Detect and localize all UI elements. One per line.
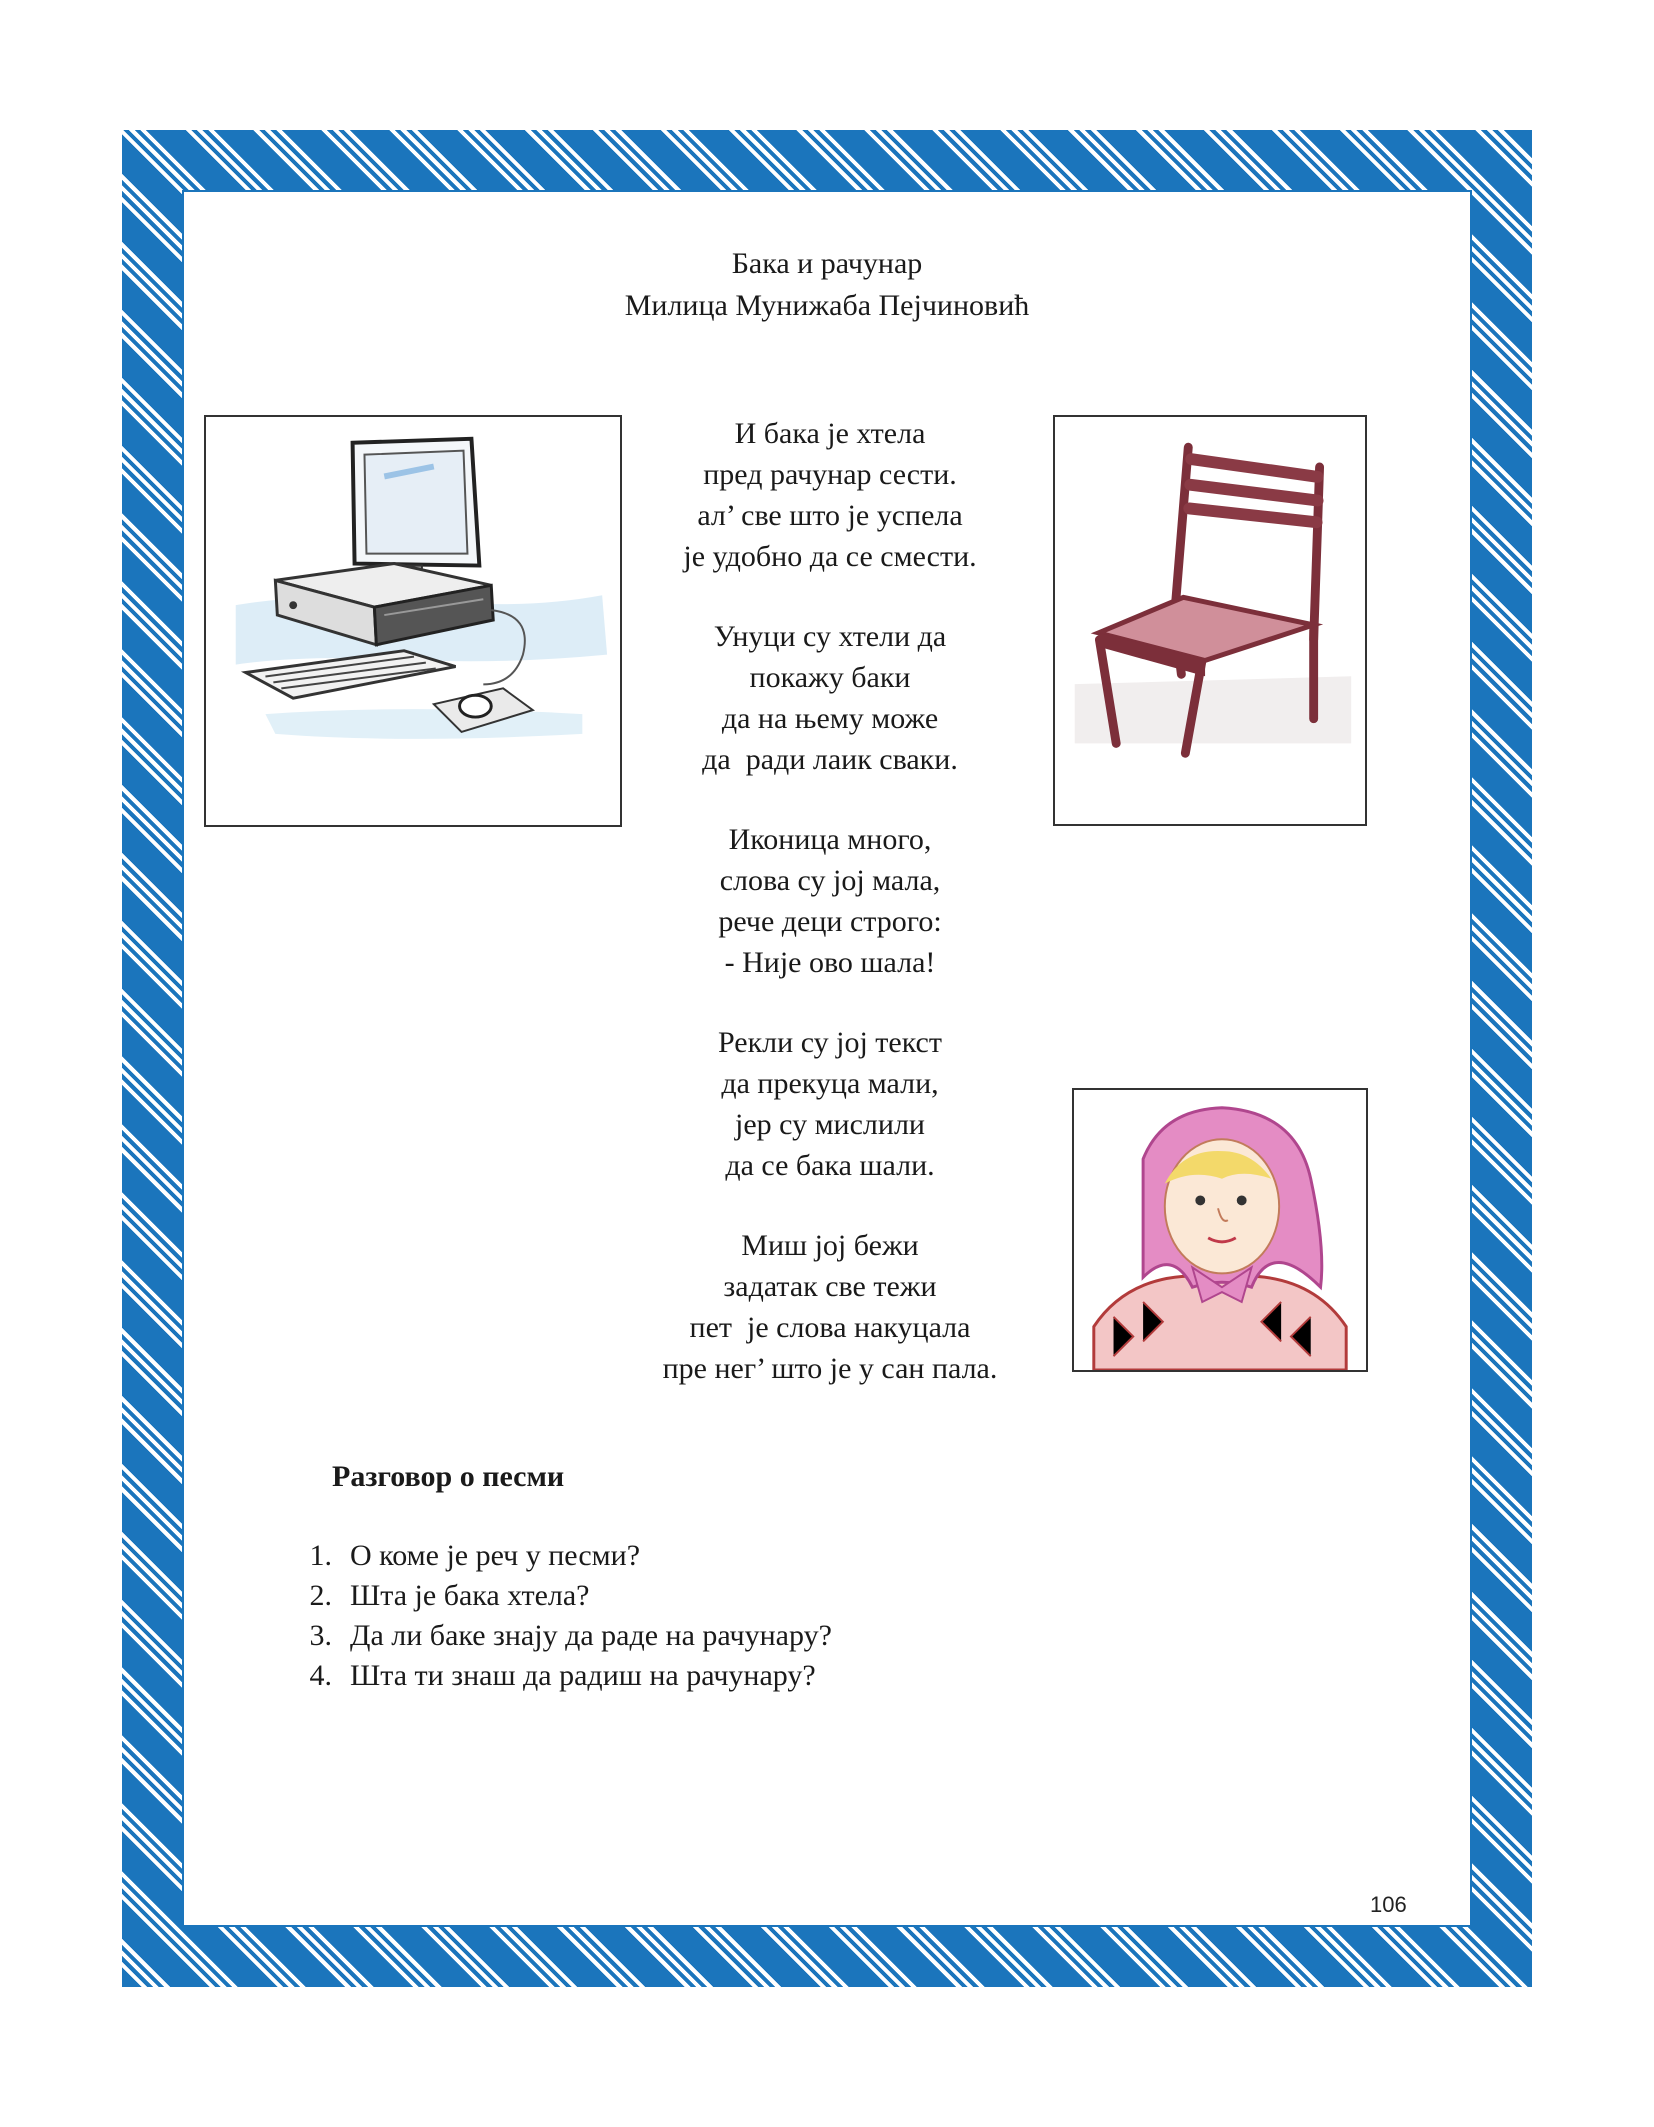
poem-line: ал’ све што је успела <box>697 499 963 532</box>
grandma-illustration <box>1072 1088 1368 1372</box>
poem-line: слова су јој мала, <box>719 864 941 897</box>
stanza <box>560 616 1100 780</box>
question-number: 4. <box>309 1659 332 1692</box>
question-text: Да ли баке знају да раде на рачунару? <box>350 1619 832 1652</box>
poem-line: да ради лаик сваки. <box>702 743 958 776</box>
poem-line: Миш јој бежи <box>741 1229 919 1262</box>
page-number: 106 <box>1370 1892 1407 1917</box>
question-number: 1. <box>309 1539 332 1572</box>
poem-body <box>560 413 1100 1428</box>
poem-line: пре нег’ што је у сан пала. <box>662 1352 998 1385</box>
stanza <box>560 413 1100 577</box>
poem-line: јер су мислили <box>735 1108 925 1141</box>
question-number: 2. <box>309 1579 332 1612</box>
poem-line: И бака је хтела <box>734 417 926 450</box>
chair-illustration <box>1053 415 1367 826</box>
poem-line: задатак све тежи <box>723 1270 937 1303</box>
poem-line: пет је слова накуцала <box>689 1311 971 1344</box>
poem-title: Бака и рачунар <box>731 247 923 280</box>
poem-author: Милица Мунижаба Пејчиновић <box>624 289 1030 322</box>
stanza <box>560 819 1100 983</box>
question-text: О коме је реч у песми? <box>350 1539 641 1572</box>
discussion-heading: Разговор о песми <box>332 1460 565 1493</box>
stanza <box>560 1225 1100 1389</box>
question-item <box>280 1536 832 1576</box>
question-item <box>280 1576 832 1616</box>
poem-header <box>0 243 1654 327</box>
poem-line: је удобно да се смести. <box>683 540 977 573</box>
question-text: Шта ти знаш да радиш на рачунару? <box>350 1659 816 1692</box>
poem-line: да се бака шали. <box>725 1149 935 1182</box>
question-text: Шта је бака хтела? <box>350 1579 590 1612</box>
poem-line: пред рачунар сести. <box>703 458 957 491</box>
question-item <box>280 1616 832 1656</box>
question-list <box>280 1536 832 1696</box>
poem-line: Рекли су јој текст <box>718 1026 942 1059</box>
poem-line: Иконица много, <box>728 823 932 856</box>
stanza <box>560 1022 1100 1186</box>
poem-line: рече деци строго: <box>718 905 942 938</box>
poem-line: - Није ово шала! <box>724 946 936 979</box>
poem-line: да прекуца мали, <box>721 1067 939 1100</box>
poem-line: покажу баки <box>749 661 911 694</box>
question-number: 3. <box>309 1619 332 1652</box>
poem-line: да на њему може <box>721 702 939 735</box>
poem-line: Унуци су хтели да <box>713 620 947 653</box>
question-item <box>280 1656 832 1696</box>
